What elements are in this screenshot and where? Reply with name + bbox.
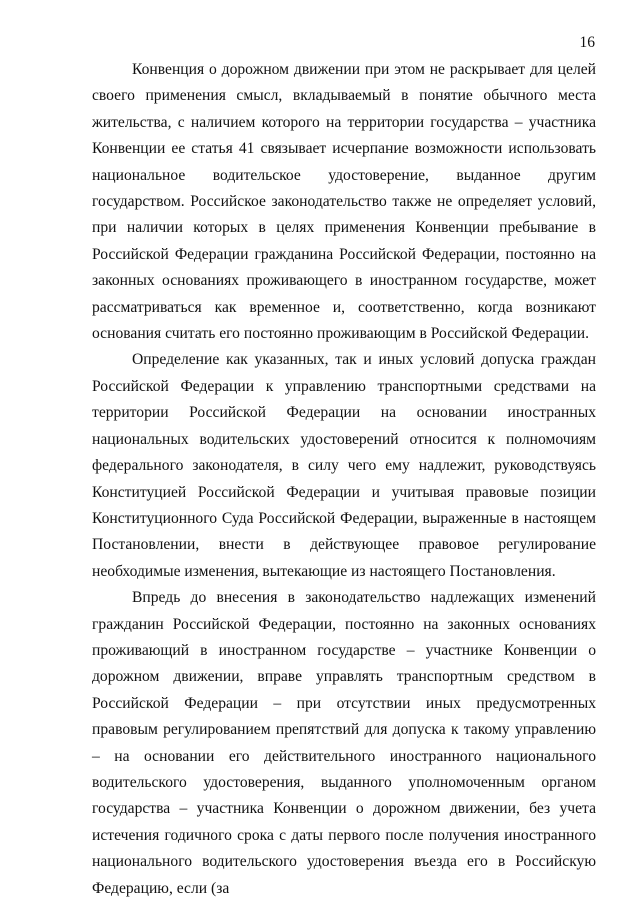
paragraph-2: Определение как указанных, так и иных условий допуска граждан Российской Федерации к управлению транспортными средствами на территории Российской Федерации на основании иностранных национальных водительских удостоверений относится к полномочиям федерального законодателя, в силу чего ему надлежит, руководствуясь Конституцией Российской Федерации и учитывая правовые позиции Конституционного Суда Российской Федерации, выраженные в настоящем Постановлении, внести в действующее правовое регулирование необходимые изменения, вытекающие из настоящего Постановления. [92, 351, 596, 580]
paragraph-3: Впредь до внесения в законодательство надлежащих изменений гражданин Российской Федерации, постоянно на законных основаниях проживающий в иностранном государстве – участнике Конвенции о дорожном движении, вправе управлять транспортным средством в Российской Федерации – при отсутствии иных предусмотренных правовым регулированием препятствий для допуска к такому управлению – на основании его действительного иностранного национального водительского удостоверения, выданного уполномоченным органом государства – участника Конвенции о дорожном движении, без учета истечения годичного срока с даты первого после получения иностранного национального водительского удостоверения въезда его в Российскую Федерацию, если (за [92, 589, 596, 897]
paragraph-1: Конвенция о дорожном движении при этом не раскрывает для целей своего применения смысл, вкладываемый в понятие обычного места жительства, с наличием которого на территории государства – участника Конвенции ее статья 41 связывает исчерпание возможности использовать национальное водительское удостоверение, выданное другим государством. Российское законодательство также не определяет условий, при наличии которых в целях применения Конвенции пребывание в Российской Федерации гражданина Российской Федерации, постоянно на законных основаниях проживающего в иностранном государстве, может рассматриваться как временное и, соответственно, когда возникают основания считать его постоянно проживающим в Российской Федерации. [92, 61, 596, 343]
page-number: 16 [579, 34, 595, 51]
document-body [92, 57, 596, 902]
